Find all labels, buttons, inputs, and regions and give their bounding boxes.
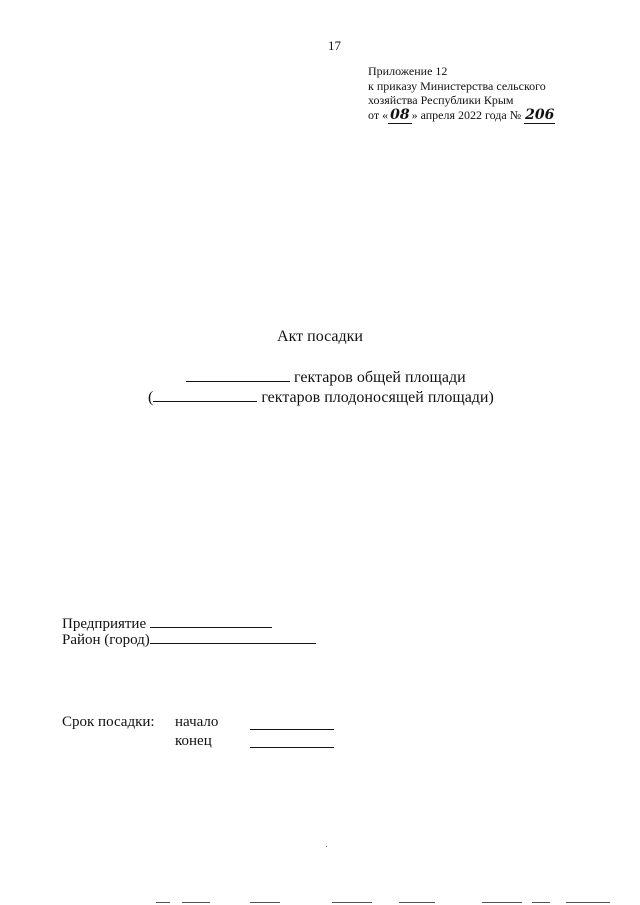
total-area-line <box>186 366 466 387</box>
planting-start-label: начало <box>175 714 219 730</box>
district-label: Район (город) <box>62 632 150 648</box>
planting-end-blank <box>250 747 334 748</box>
fruit-area-open-paren: ( <box>148 389 154 406</box>
handwritten-day: 08 <box>390 106 410 123</box>
appendix-header <box>368 64 555 122</box>
enterprise-blank <box>150 612 272 628</box>
handwritten-order-number: 206 <box>525 106 555 123</box>
planting-term-label: Срок посадки: <box>62 714 155 730</box>
date-middle: » апреля 2022 года № <box>411 107 522 122</box>
total-area-blank <box>186 366 290 382</box>
district-field <box>62 628 316 649</box>
scan-speck <box>326 846 327 847</box>
date-prefix: от « <box>368 107 389 122</box>
fruit-area-line <box>148 386 494 407</box>
planting-end-label: конец <box>175 733 212 749</box>
enterprise-label: Предприятие <box>62 616 150 632</box>
district-blank <box>150 628 316 644</box>
fruit-area-label: гектаров плодоносящей площади) <box>257 389 494 406</box>
fruit-area-blank <box>153 386 257 402</box>
page-number: 17 <box>328 38 341 53</box>
appendix-title: Приложение 12 <box>368 64 448 78</box>
planting-start-blank <box>250 729 334 730</box>
appendix-date-line <box>368 108 555 123</box>
appendix-order-line: к приказу Министерства сельского <box>368 78 546 93</box>
document-title: Акт посадки <box>277 328 363 345</box>
appendix-ministry-line: хозяйства Республики Крым <box>368 93 514 108</box>
total-area-label: гектаров общей площади <box>290 369 466 386</box>
